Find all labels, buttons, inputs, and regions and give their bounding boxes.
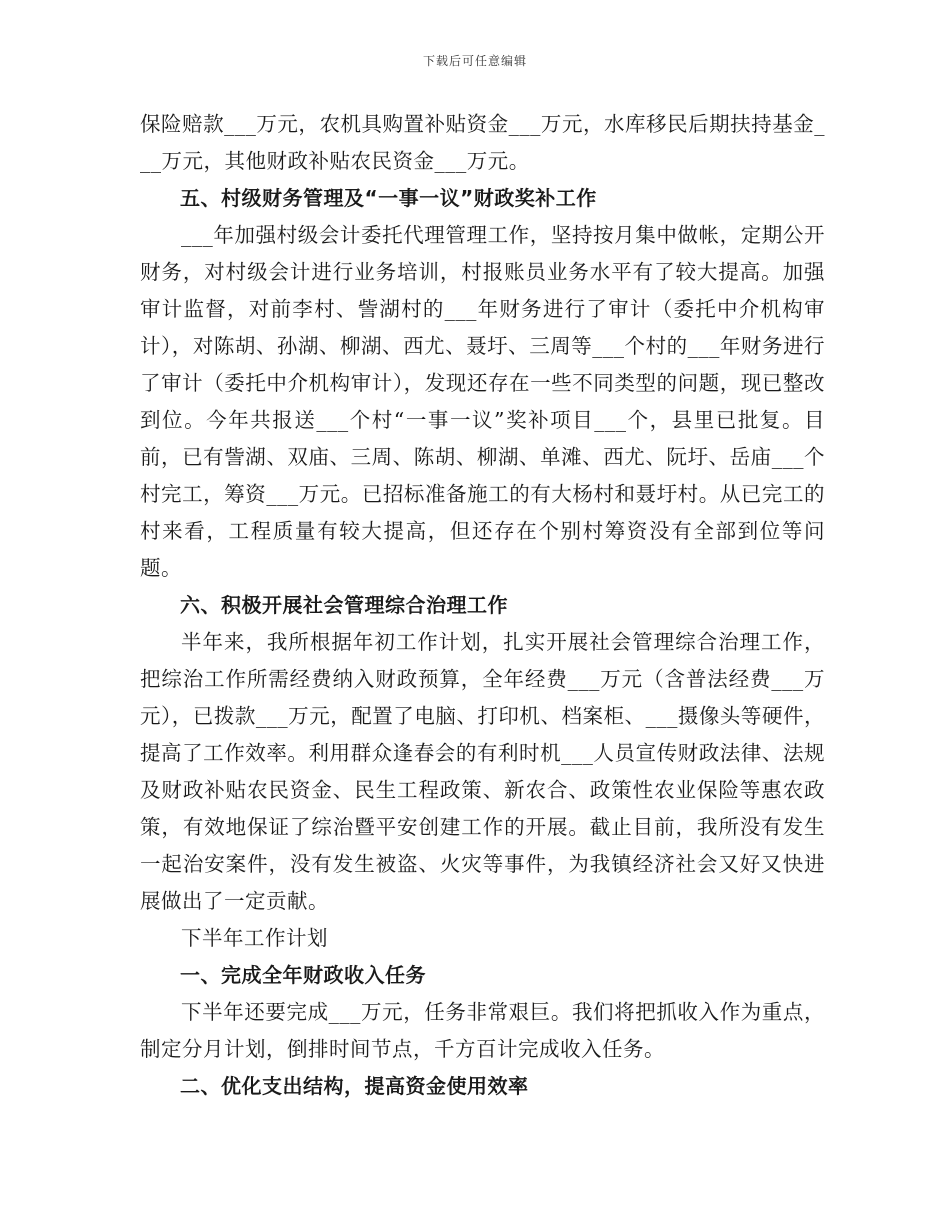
section-heading-6: 六、积极开展社会管理综合治理工作	[180, 593, 508, 617]
plan-heading-1: 一、完成全年财政收入任务	[180, 963, 426, 987]
document-body	[140, 106, 825, 1105]
plan-heading-2: 二、优化支出结构，提高资金使用效率	[180, 1074, 529, 1098]
paragraph-intro: 保险赔款___万元，农机具购置补贴资金___万元，水库移民后期扶持基金___万元，其他财政补贴农民资金___万元。	[140, 112, 825, 173]
paragraph-plan-1: 下半年还要完成___万元，任务非常艰巨。我们将把抓收入作为重点，制定分月计划，倒排时间节点，千方百计完成收入任务。	[140, 1000, 825, 1061]
section-heading-5: 五、村级财务管理及“一事一议”财政奖补工作	[180, 186, 597, 210]
paragraph-section-5: ___年加强村级会计委托代理管理工作，坚持按月集中做帐，定期公开财务，对村级会计进行业务培训，村报账员业务水平有了较大提高。加强审计监督，对前李村、訾湖村的___年财务进行了审计（委托中介机构审计），对陈胡、孙湖、柳湖、西尤、聂圩、三周等___个村的___年财务进行了审计（委托中介机构审计），发现还存在一些不同类型的问题，现已整改到位。今年共报送___个村“一事一议”奖补项目___个，县里已批复。目前，已有訾湖、双庙、三周、陈胡、柳湖、单滩、西尤、阮圩、岳庙___个村完工，筹资___万元。已招标准备施工的有大杨村和聂圩村。从已完工的村来看，工程质量有较大提高，但还存在个别村筹资没有全部到位等问题。	[140, 223, 825, 580]
paragraph-section-6: 半年来，我所根据年初工作计划，扎实开展社会管理综合治理工作，把综治工作所需经费纳入财政预算，全年经费___万元（含普法经费___万元），已拨款___万元，配置了电脑、打印机、档案柜、___摄像头等硬件，提高了工作效率。利用群众逢春会的有利时机___人员宣传财政法律、法规及财政补贴农民资金、民生工程政策、新农合、政策性农业保险等惠农政策，有效地保证了综治暨平安创建工作的开展。截止目前，我所没有发生一起治安案件，没有发生被盗、火灾等事件，为我镇经济社会又好又快进展做出了一定贡献。	[140, 630, 825, 913]
plan-title: 下半年工作计划	[181, 926, 328, 950]
page-header: 下载后可任意编辑	[422, 54, 527, 68]
